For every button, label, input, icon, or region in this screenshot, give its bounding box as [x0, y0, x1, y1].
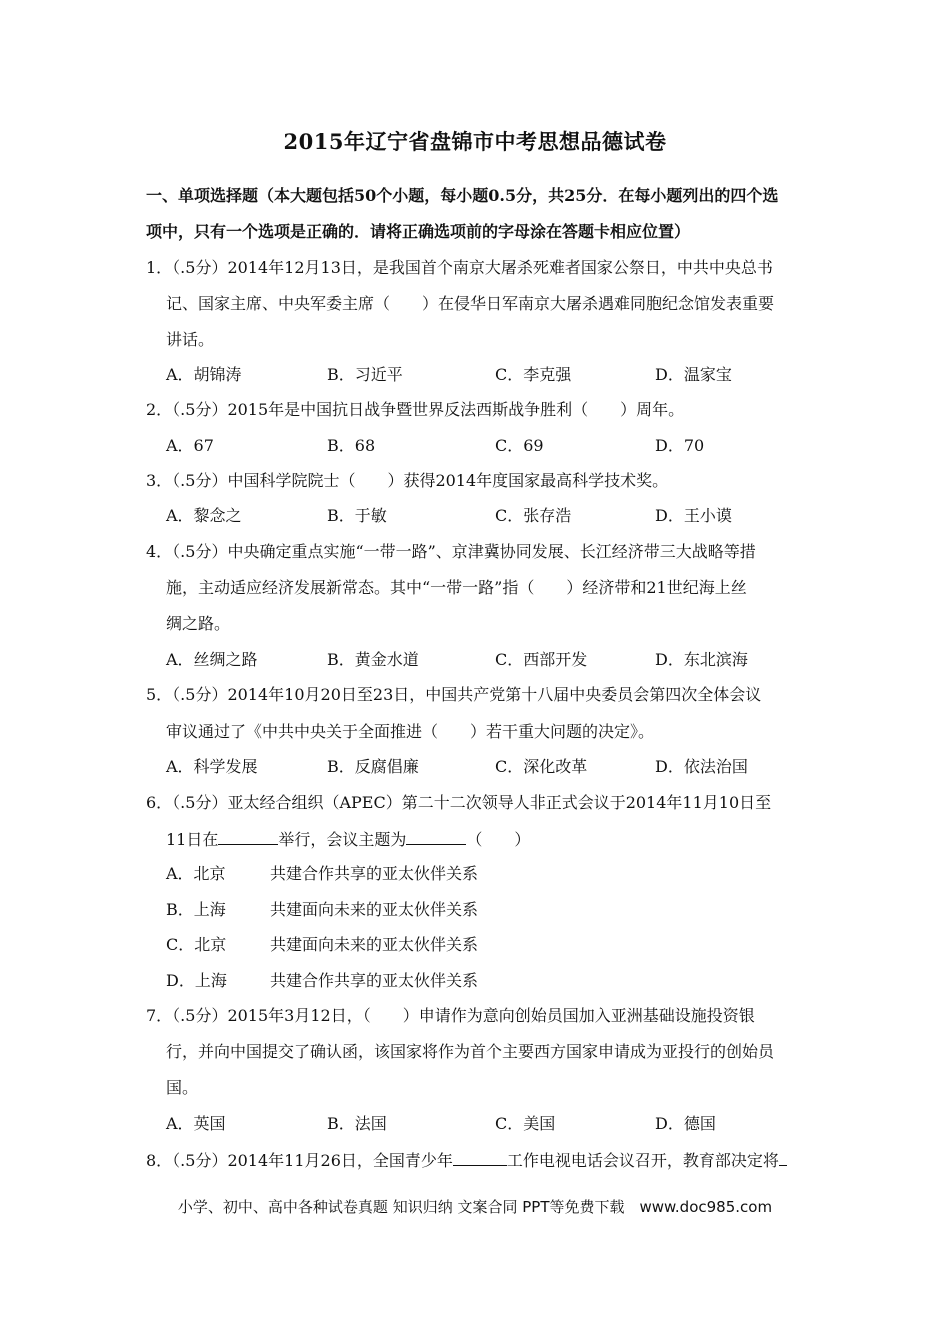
question-8-line-1 — [146, 1150, 787, 1171]
question-1-option-b: B．习近平 — [327, 365, 403, 384]
answer-blank-4 — [779, 1150, 787, 1166]
question-6-line-1: 6．（.5分）亚太经合组织（APEC）第二十二次领导人非正式会议于2014年11月10日至 — [146, 793, 772, 812]
page-footer: 小学、初中、高中各种试卷真题 知识归纳 文案合同 PPT等免费下载 www.doc985.com — [177, 1198, 773, 1216]
section-heading-line-2: 项中，只有一个选项是正确的．请将正确选项前的字母涂在答题卡相应位置） — [146, 222, 691, 241]
question-2-option-d: D．70 — [655, 436, 705, 455]
question-4-line-1: 4．（.5分）中央确定重点实施“一带一路”、京津冀协同发展、长江经济带三大战略等措 — [146, 542, 756, 561]
answer-blank-1 — [218, 829, 278, 845]
question-6-option-d-letter: D．上海 — [166, 971, 227, 990]
question-4-option-c: C．西部开发 — [495, 650, 588, 669]
question-1-option-a: A．胡锦涛 — [166, 365, 242, 384]
question-5-option-a: A．科学发展 — [166, 757, 258, 776]
question-1-line-2: 记、国家主席、中央军委主席（ ）在侵华日军南京大屠杀遇难同胞纪念馆发表重要 — [166, 294, 775, 313]
question-7-option-c: C．美国 — [495, 1114, 556, 1133]
question-3-option-b: B．于敏 — [327, 506, 387, 525]
question-7-option-d: D．德国 — [655, 1114, 716, 1133]
question-2-option-a: A．67 — [166, 436, 214, 455]
question-6-option-c-letter: C．北京 — [166, 935, 227, 954]
question-5-line-2: 审议通过了《中共中央关于全面推进（ ）若干重大问题的决定》。 — [166, 722, 655, 741]
question-5-option-c: C．深化改革 — [495, 757, 588, 776]
question-1-option-d: D．温家宝 — [655, 365, 732, 384]
question-5-option-d: D．依法治国 — [655, 757, 748, 776]
question-4-option-a: A．丝绸之路 — [166, 650, 258, 669]
question-5-option-b: B．反腐倡廉 — [327, 757, 419, 776]
question-4-line-2: 施，主动适应经济发展新常态。其中“一带一路”指（ ）经济带和21世纪海上丝 — [166, 578, 747, 597]
question-6-option-d-text: 共建合作共享的亚太伙伴关系 — [270, 971, 479, 990]
question-1-option-c: C．李克强 — [495, 365, 572, 384]
answer-blank-3 — [453, 1150, 507, 1166]
question-7-line-1: 7．（.5分）2015年3月12日，（ ）申请作为意向创始员国加入亚洲基础设施投资银 — [146, 1006, 755, 1025]
question-6-line-2 — [166, 829, 530, 850]
question-7-line-3: 国。 — [166, 1078, 199, 1097]
question-6-option-a-text: 共建合作共享的亚太伙伴关系 — [270, 864, 479, 883]
question-7-option-a: A．英国 — [166, 1114, 226, 1133]
section-heading-line-1: 一、单项选择题（本大题包括50个小题，每小题0.5分，共25分．在每小题列出的四个选 — [146, 186, 779, 205]
question-2-option-b: B．68 — [327, 436, 376, 455]
question-2-option-c: C．69 — [495, 436, 544, 455]
question-4-option-d: D．东北滨海 — [655, 650, 748, 669]
question-3-line-1: 3．（.5分）中国科学院院士（ ）获得2014年度国家最高科学技术奖。 — [146, 471, 669, 490]
question-5-line-1: 5．（.5分）2014年10月20日至23日，中国共产党第十八届中央委员会第四次全体会议 — [146, 685, 762, 704]
question-7-line-2: 行，并向中国提交了确认函，该国家将作为首个主要西方国家申请成为亚投行的创始员 — [166, 1042, 775, 1061]
question-4-option-b: B．黄金水道 — [327, 650, 419, 669]
page-title: 2015年辽宁省盘锦市中考思想品德试卷 — [283, 129, 667, 154]
question-8-text-a: 8．（.5分）2014年11月26日，全国青少年 — [146, 1151, 453, 1170]
question-8-text-b: 工作电视电话会议召开，教育部决定将 — [506, 1151, 779, 1170]
question-7-option-b: B．法国 — [327, 1114, 387, 1133]
question-6-text-b: 举行，会议主题为 — [278, 830, 407, 849]
question-6-text-a: 11日在 — [166, 830, 219, 849]
question-3-option-a: A．黎念之 — [166, 506, 242, 525]
question-3-option-c: C．张存浩 — [495, 506, 572, 525]
question-3-option-d: D．王小谟 — [655, 506, 732, 525]
question-1-line-3: 讲话。 — [166, 330, 215, 349]
question-6-option-c-text: 共建面向未来的亚太伙伴关系 — [270, 935, 479, 954]
question-6-option-b-letter: B．上海 — [166, 900, 226, 919]
answer-blank-2 — [406, 829, 466, 845]
question-2-line-1: 2．（.5分）2015年是中国抗日战争暨世界反法西斯战争胜利（ ）周年。 — [146, 400, 685, 419]
question-6-option-b-text: 共建面向未来的亚太伙伴关系 — [270, 900, 479, 919]
question-6-text-c: （ ） — [466, 830, 531, 849]
question-1-line-1: 1．（.5分）2014年12月13日，是我国首个南京大屠杀死难者国家公祭日，中共中央总书 — [146, 258, 773, 277]
question-6-option-a-letter: A．北京 — [166, 864, 226, 883]
question-4-line-3: 绸之路。 — [166, 614, 231, 633]
